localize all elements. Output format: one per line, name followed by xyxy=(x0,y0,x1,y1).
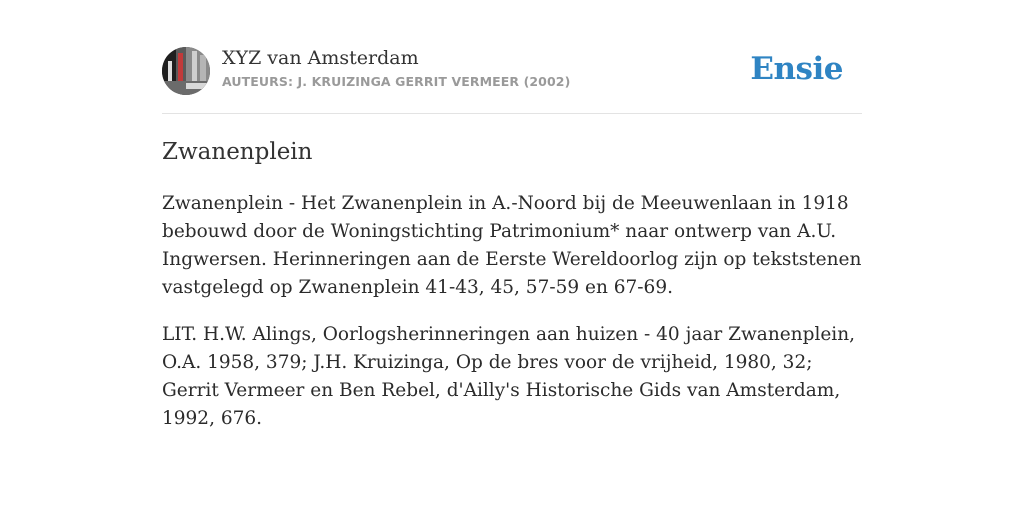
book-header xyxy=(162,46,862,114)
book-cover-avatar[interactable] xyxy=(162,47,210,95)
entry-paragraph: Zwanenplein - Het Zwanenplein in A.-Noord bij de Meeuwenlaan in 1918 bebouwd door de Woningstichting Patrimonium* naar ontwerp van A.U. Ingwersen. Herinneringen aan de Eerste Wereldoorlog zijn op tekststenen vastgelegd op Zwanenplein 41-43, 45, 57-59 en 67-69. xyxy=(162,193,862,298)
entry-body xyxy=(162,190,862,452)
entry-literature: LIT. H.W. Alings, Oorlogsherinneringen aan huizen - 40 jaar Zwanenplein, O.A. 1958, 379; J.H. Kruizinga, Op de bres voor de vrijheid, 1980, 32; Gerrit Vermeer en Ben Rebel, d'Ailly's Historische Gids van Amsterdam, 1992, 676. xyxy=(162,324,856,429)
entry-card xyxy=(162,46,862,429)
book-title[interactable]: XYZ van Amsterdam xyxy=(222,47,419,69)
book-authors: AUTEURS: J. KRUIZINGA GERRIT VERMEER (2002) xyxy=(222,74,571,89)
entry-title: Zwanenplein xyxy=(162,139,313,165)
book-cover-icon xyxy=(162,47,210,95)
ensie-logo[interactable]: Ensie xyxy=(750,51,843,87)
